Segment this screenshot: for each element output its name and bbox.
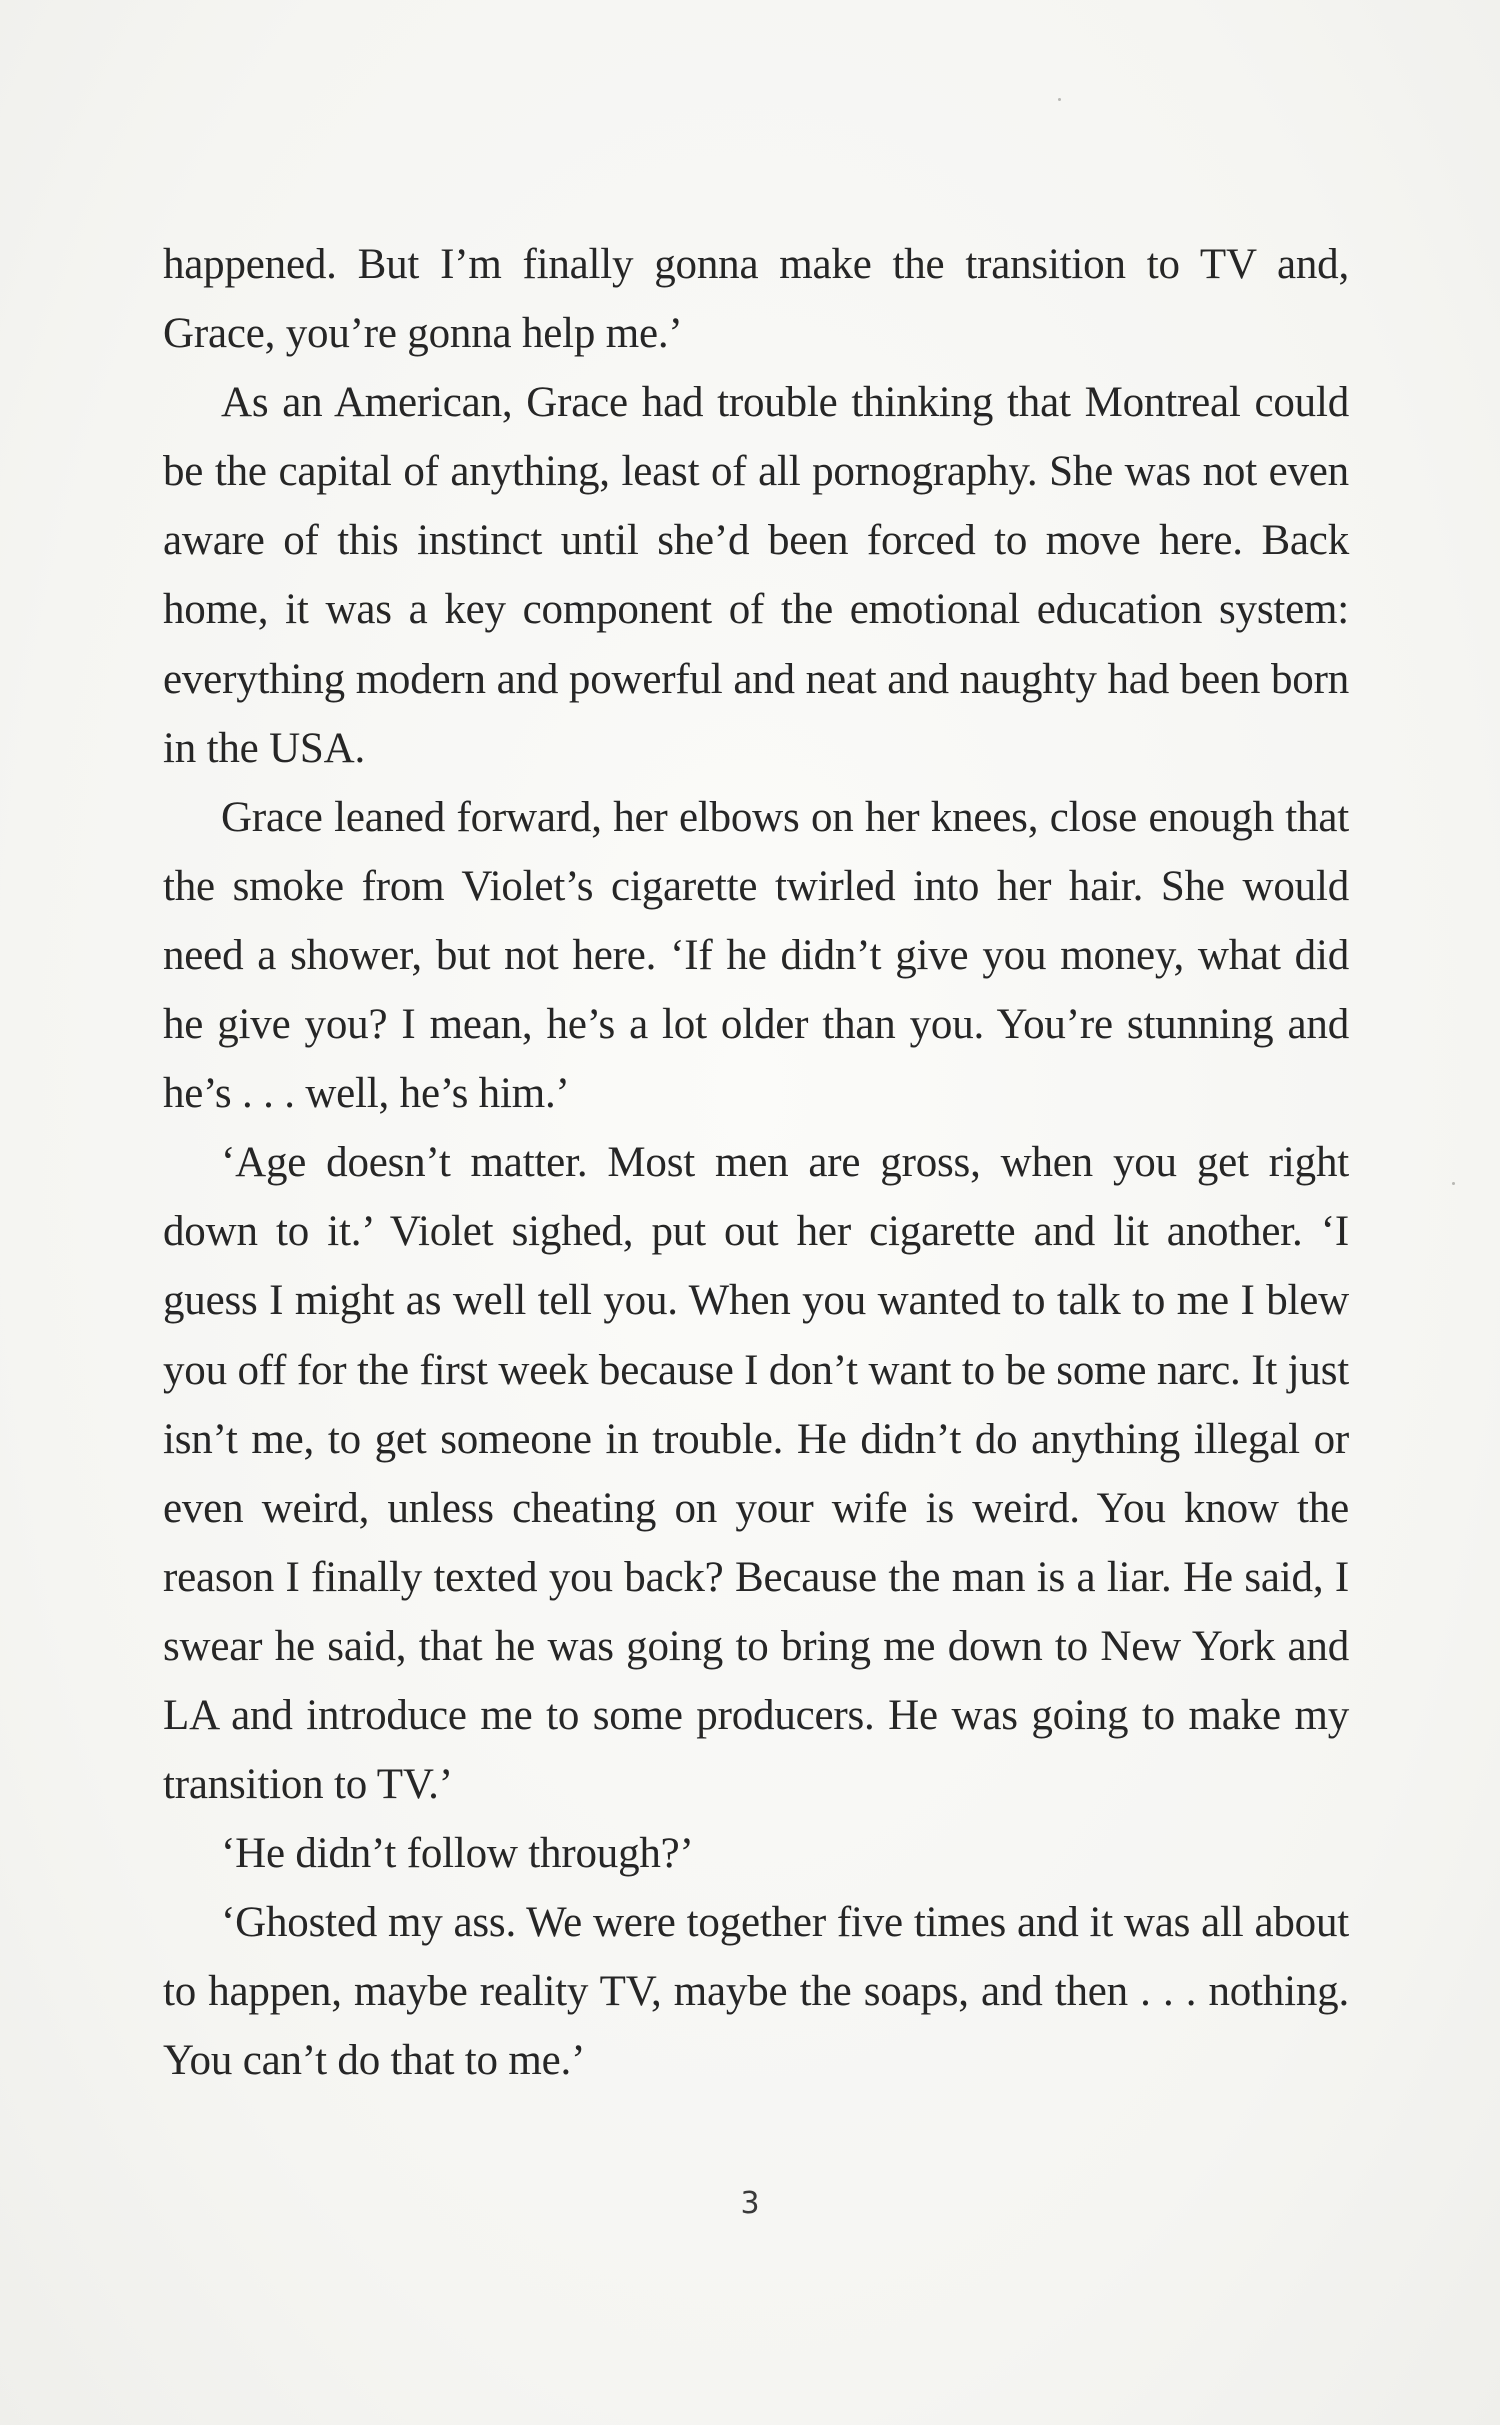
paragraph-1: happened. But I’m finally gonna make the transition to TV and, Grace, you’re gonna help me.’ xyxy=(163,241,1349,358)
body-text xyxy=(163,230,1349,2096)
paragraph-2: As an American, Grace had trouble thinking that Montreal could be the capital of anything, least of all pornography. She was not even aware of this instinct until she’d been forced to move here. Back home, it was a key component of the emotional education system: everything modern and powerful and neat and naughty had been born in the USA. xyxy=(163,379,1349,772)
paragraph-3: Grace leaned forward, her elbows on her knees, close enough that the smoke from Violet’s cigarette twirled into her hair. She would need a shower, but not here. ‘If he didn’t give you money, what did he give you? I mean, he’s a lot older than you. You’re stunning and he’s . . . well, he’s him.’ xyxy=(163,793,1349,1118)
page-number: 3 xyxy=(740,2186,760,2221)
paper-speck xyxy=(1452,1182,1455,1185)
paragraph-4: ‘Age doesn’t matter. Most men are gross, when you get right down to it.’ Violet sighed, put out her cigarette and lit another. ‘I guess I might as well tell you. When you wanted to talk to me I blew you off for the first week because I don’t want to be some narc. It just isn’t me, to get someone in trouble. He didn’t do anything illegal or even weird, unless cheating on your wife is weird. You know the reason I finally texted you back? Because the man is a liar. He said, I swear he said, that he was going to bring me down to New York and LA and introduce me to some producers. He was going to make my transition to TV.’ xyxy=(163,1139,1349,1809)
paper-speck xyxy=(1058,98,1061,101)
paragraph-5: ‘He didn’t follow through?’ xyxy=(221,1830,694,1878)
paragraph-6: ‘Ghosted my ass. We were together five times and it was all about to happen, maybe reality TV, maybe the soaps, and then . . . nothing. You can’t do that to me.’ xyxy=(163,1899,1349,2085)
